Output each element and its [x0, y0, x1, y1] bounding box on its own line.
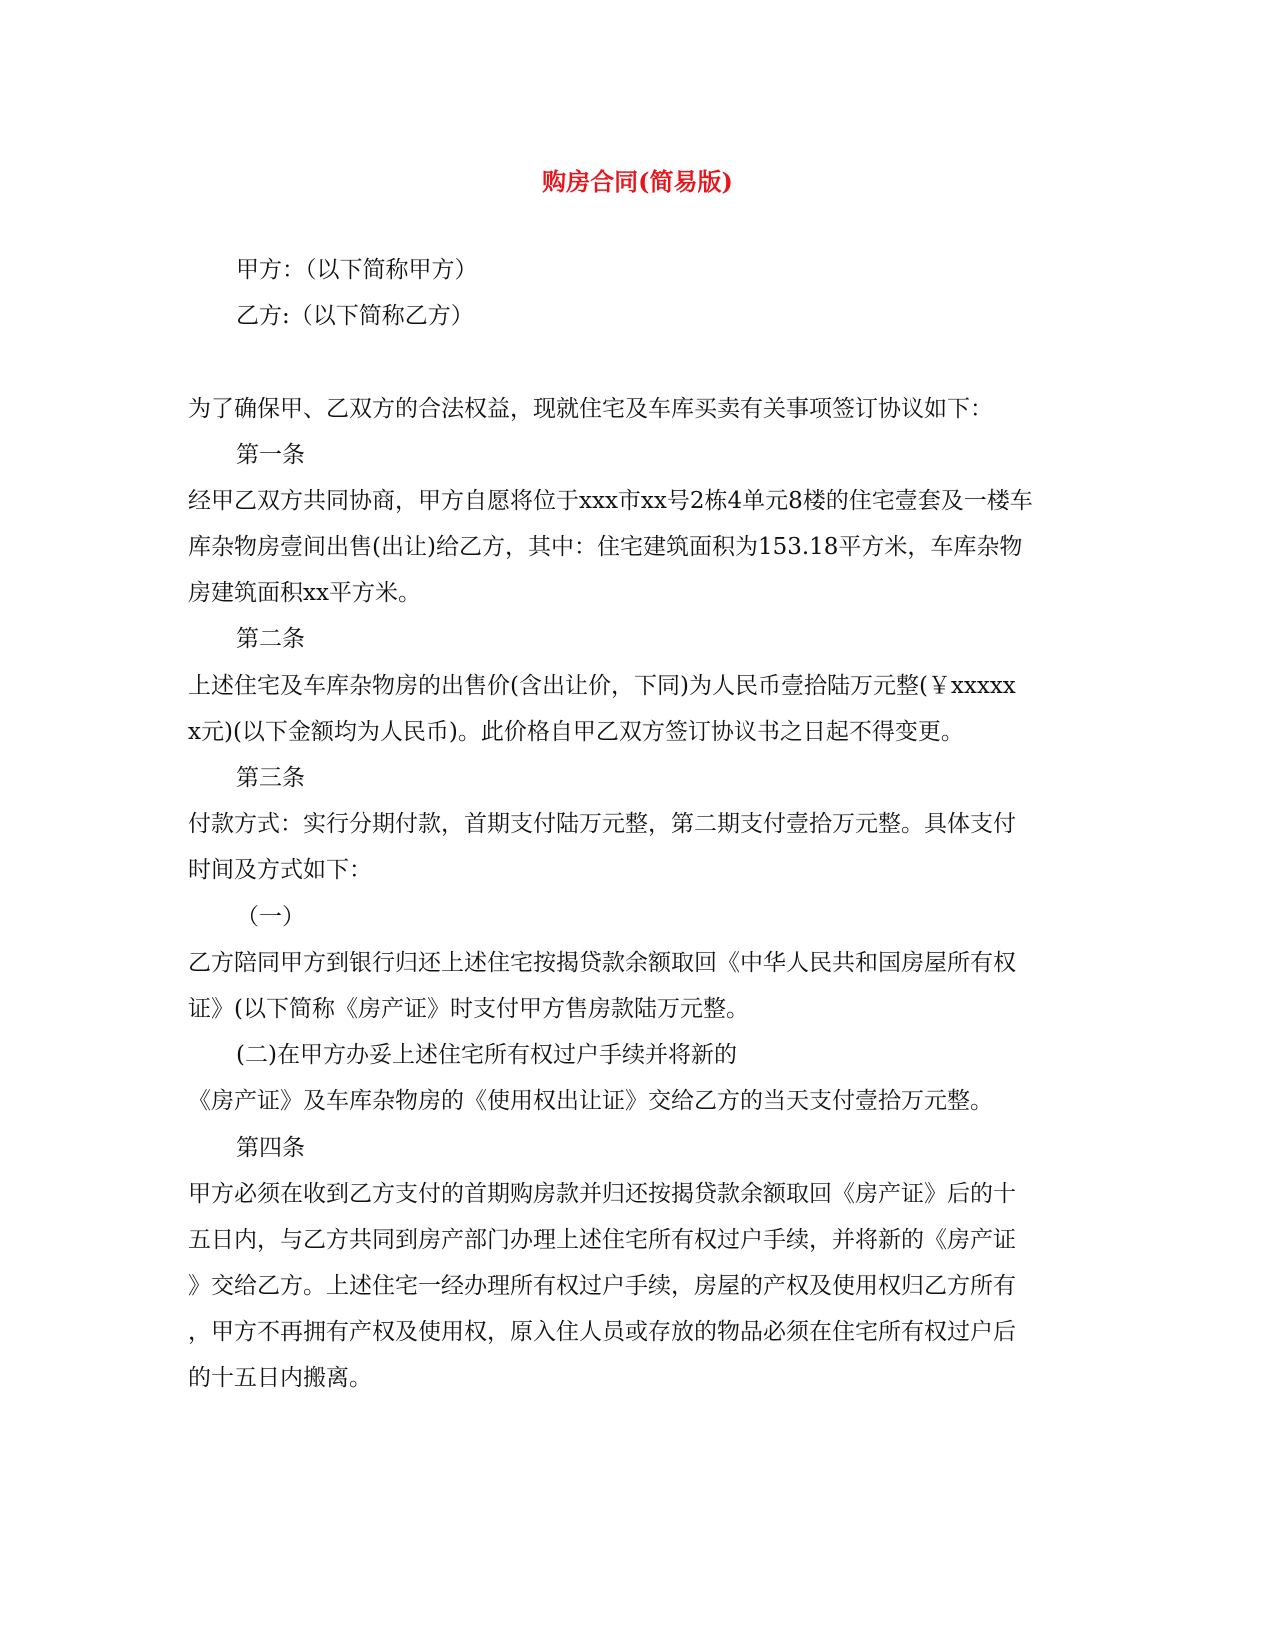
document-title: 购房合同(简易版) — [542, 167, 733, 196]
article-2-heading: 第二条 — [236, 626, 305, 652]
article-3-item-1-line: 乙方陪同甲方到银行归还上述住宅按揭贷款余额取回《中华人民共和国房屋所有权 — [188, 950, 1016, 976]
article-3-item-2-line: 《房产证》及车库杂物房的《使用权出让证》交给乙方的当天支付壹拾万元整。 — [188, 1088, 993, 1114]
article-4-line: ，甲方不再拥有产权及使用权，原入住人员或存放的物品必须在住宅所有权过户后 — [188, 1319, 1016, 1345]
article-1-heading: 第一条 — [236, 442, 305, 468]
intro-paragraph: 为了确保甲、乙双方的合法权益，现就住宅及车库买卖有关事项签订协议如下： — [188, 396, 993, 422]
article-3-heading: 第三条 — [236, 765, 305, 791]
article-3-line: 时间及方式如下： — [188, 857, 372, 883]
article-3-item-1-line: 证》(以下简称《房产证》时支付甲方售房款陆万元整。 — [188, 996, 749, 1022]
article-4-line: 》交给乙方。上述住宅一经办理所有权过户手续，房屋的产权及使用权归乙方所有 — [188, 1273, 1016, 1299]
article-3-line: 付款方式：实行分期付款，首期支付陆万元整，第二期支付壹拾万元整。具体支付 — [188, 811, 1016, 837]
article-3-item-2-line: (二)在甲方办妥上述住宅所有权过户手续并将新的 — [236, 1042, 737, 1068]
article-1-line: 房建筑面积xx平方米。 — [188, 580, 421, 606]
article-3-item-1-heading: （一） — [236, 904, 305, 930]
article-4-line: 甲方必须在收到乙方支付的首期购房款并归还按揭贷款余额取回《房产证》后的十 — [188, 1181, 1016, 1207]
article-2-line: 上述住宅及车库杂物房的出售价(含出让价，下同)为人民币壹拾陆万元整(￥xxxxx — [188, 673, 1016, 699]
article-4-heading: 第四条 — [236, 1135, 305, 1161]
article-4-line: 五日内，与乙方共同到房产部门办理上述住宅所有权过户手续，并将新的《房产证 — [188, 1227, 1016, 1253]
article-1-line: 库杂物房壹间出售(出让)给乙方，其中：住宅建筑面积为153.18平方米，车库杂物 — [188, 534, 1023, 560]
article-2-line: x元)(以下金额均为人民币)。此价格自甲乙双方签订协议书之日起不得变更。 — [188, 719, 964, 745]
article-1-line: 经甲乙双方共同协商，甲方自愿将位于xxx市xx号2栋4单元8楼的住宅壹套及一楼车 — [188, 488, 1033, 514]
article-4-line: 的十五日内搬离。 — [188, 1365, 372, 1391]
party-b-line: 乙方:（以下简称乙方） — [236, 303, 474, 329]
party-a-line: 甲方：（以下简称甲方） — [236, 257, 478, 283]
